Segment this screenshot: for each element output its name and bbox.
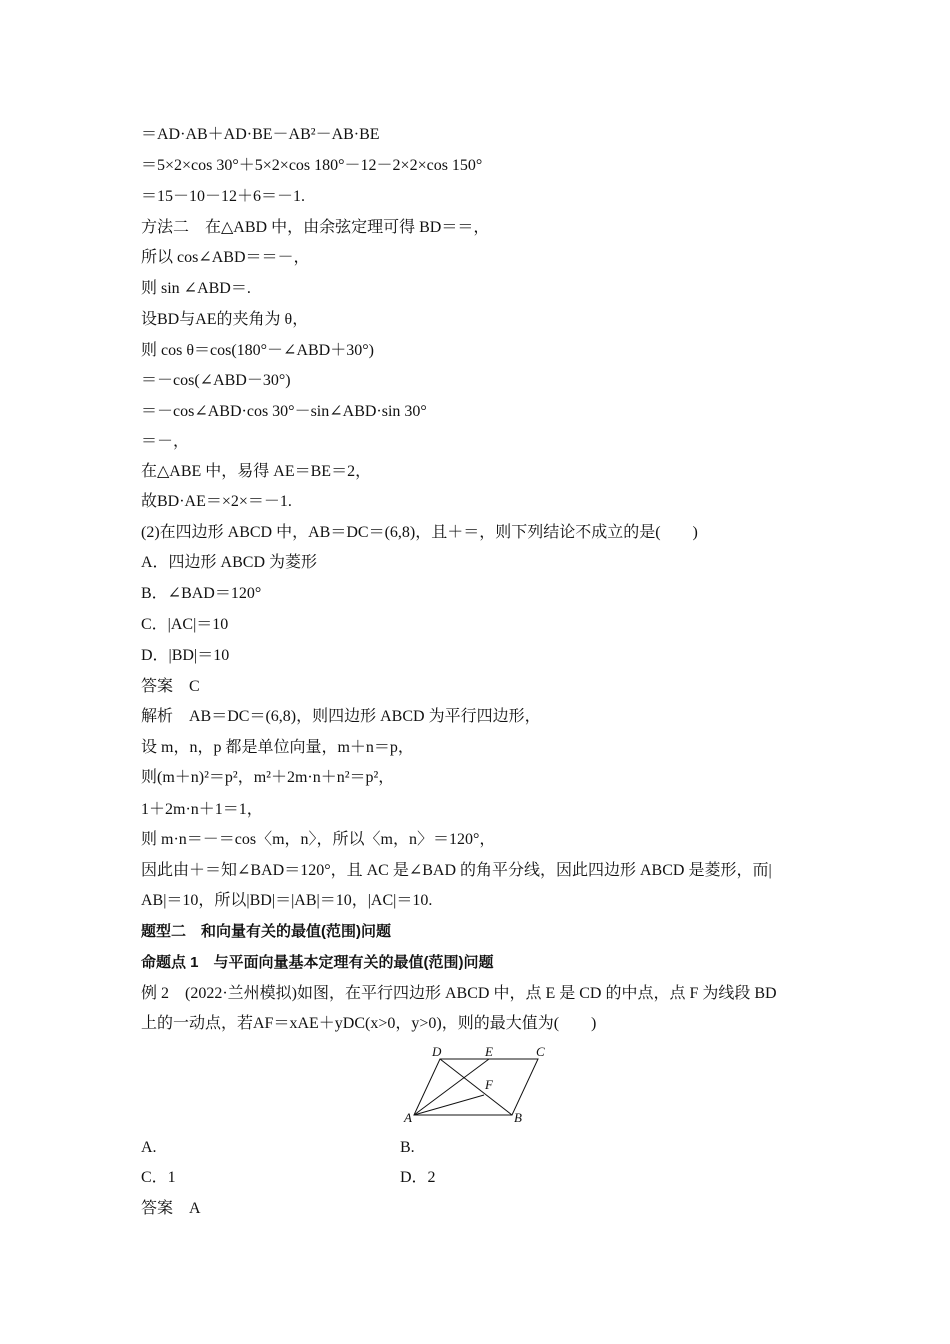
text-line: 则 m·n＝－＝cos〈m，n〉，所以〈m，n〉＝120°， (141, 831, 496, 848)
parallelogram-figure (400, 1043, 560, 1125)
text-line: ＝－， (141, 433, 190, 450)
option-d: D．|BD|＝10 (141, 647, 230, 664)
subsection-heading: 命题点 1 与平面向量基本定理有关的最值(范围)问题 (141, 954, 494, 971)
text-line: 在△ABE 中，易得 AE＝BE＝2， (141, 463, 372, 480)
label-e: E (485, 1044, 493, 1059)
text-line: ＝15－10－12＋6＝－1. (141, 188, 306, 205)
choice-d: D．2 (400, 1169, 436, 1186)
example-text: 例 2 (2022·兰州模拟)如图，在平行四边形 ABCD 中，点 E 是 CD 的中点，点 F 为线段 BD (141, 985, 777, 1002)
segment-af (414, 1095, 484, 1115)
text-line: 设BD与AE的夹角为 θ， (141, 311, 309, 328)
analysis-text: 解析 AB＝DC＝(6,8)，则四边形 ABCD 为平行四边形， (141, 708, 541, 725)
choice-b: B. (400, 1139, 415, 1156)
text-line: 方法二 在△ABD 中，由余弦定理可得 BD＝＝， (141, 219, 490, 236)
answer-label: 答案 C (141, 678, 200, 695)
example-text: 上的一动点，若AF＝xAE＋yDC(x>0，y>0)，则的最大值为( ) (141, 1015, 597, 1032)
text-line: 故BD·AE＝×2×＝－1. (141, 493, 292, 510)
label-c: C (536, 1044, 545, 1059)
question-text: (2)在四边形 ABCD 中，AB＝DC＝(6,8)，且＋＝，则下列结论不成立的是( ) (141, 524, 698, 541)
option-a: A．四边形 ABCD 为菱形 (141, 554, 318, 571)
label-a: A (404, 1110, 412, 1125)
option-c: C．|AC|＝10 (141, 616, 229, 633)
text-line: ＝AD·AB＋AD·BE－AB²－AB·BE (141, 126, 380, 143)
text-line: ＝－cos(∠ABD－30°) (141, 372, 291, 389)
text-line: 则 cos θ＝cos(180°－∠ABD＋30°) (141, 342, 374, 359)
label-b: B (514, 1110, 522, 1125)
text-line: 所以 cos∠ABD＝＝－， (141, 249, 310, 266)
section-heading: 题型二 和向量有关的最值(范围)问题 (141, 923, 391, 940)
text-line: 设 m，n，p 都是单位向量，m＋n＝p， (141, 739, 414, 756)
text-line: 1＋2m·n＋1＝1， (141, 801, 263, 818)
text-line: 则 sin ∠ABD＝. (141, 280, 251, 297)
label-d: D (432, 1044, 442, 1059)
option-b: B．∠BAD＝120° (141, 585, 262, 602)
text-line: AB|＝10，所以|BD|＝|AB|＝10，|AC|＝10. (141, 892, 433, 909)
text-line: ＝5×2×cos 30°＋5×2×cos 180°－12－2×2×cos 150° (141, 157, 483, 174)
text-line: 因此由＋＝知∠BAD＝120°，且 AC 是∠BAD 的角平分线，因此四边形 ABCD 是菱形，而| (141, 862, 772, 879)
text-line: 则(m＋n)²＝p²，m²＋2m·n＋n²＝p²， (141, 769, 395, 786)
choice-a: A. (141, 1139, 157, 1156)
label-f: F (485, 1077, 493, 1092)
text-line: ＝－cos∠ABD·cos 30°－sin∠ABD·sin 30° (141, 403, 427, 420)
choice-c: C．1 (141, 1169, 176, 1186)
answer-label: 答案 A (141, 1200, 201, 1217)
